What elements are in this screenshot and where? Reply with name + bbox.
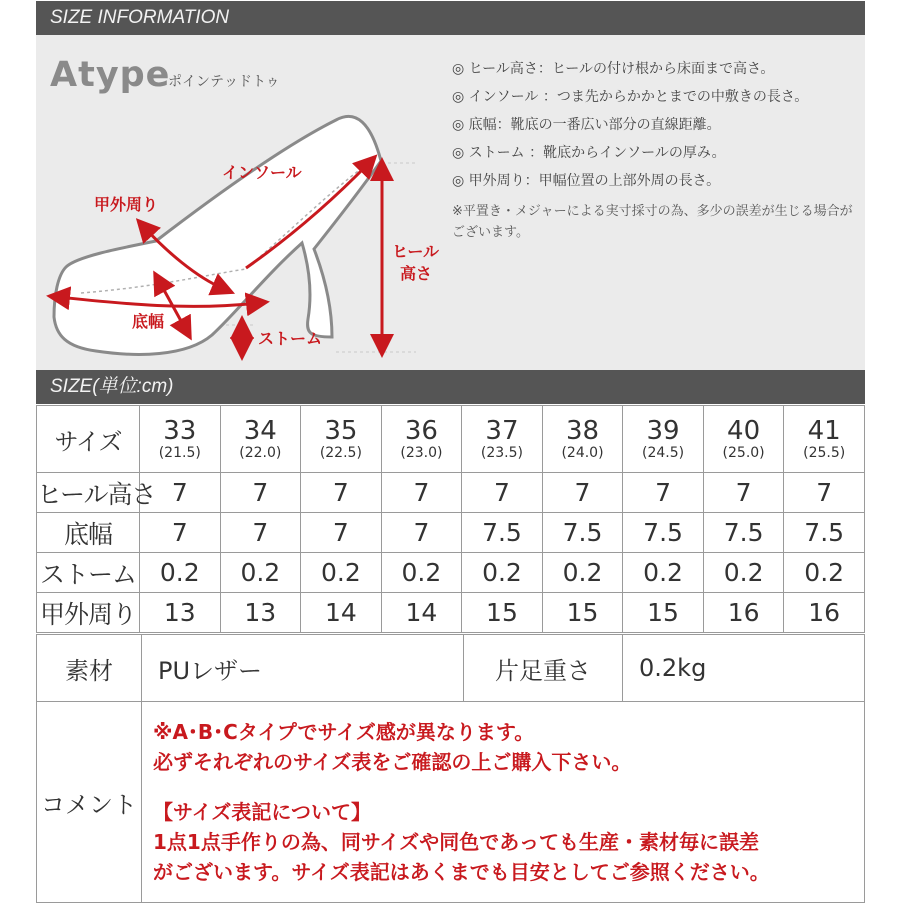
value-cell: 7 — [140, 473, 221, 513]
value-cell: 14 — [301, 593, 382, 633]
size-row — [37, 406, 865, 473]
material-row — [37, 635, 865, 702]
value-cell: 7.5 — [542, 513, 623, 553]
size-cell: 39 (24.5) — [623, 406, 704, 473]
value-cell: 16 — [784, 593, 865, 633]
row-label-heel-height: ヒール高さ — [37, 473, 140, 513]
value-cell: 7 — [381, 513, 462, 553]
value-cell: 0.2 — [301, 553, 382, 593]
material-value: PUレザー — [142, 635, 464, 702]
size-info-panel — [36, 35, 865, 370]
note-sole-width: ◎ 底幅：靴底の一番広い部分の直線距離。 — [452, 117, 721, 133]
value-cell: 7.5 — [703, 513, 784, 553]
label-heel-height-1: ヒール — [392, 242, 440, 261]
value-cell: 7 — [381, 473, 462, 513]
size-cell: 40 (25.0) — [703, 406, 784, 473]
value-cell: 15 — [542, 593, 623, 633]
value-cell: 0.2 — [381, 553, 462, 593]
material-label: 素材 — [37, 635, 142, 702]
value-cell: 14 — [381, 593, 462, 633]
value-cell: 0.2 — [784, 553, 865, 593]
label-heel-height-2: 高さ — [400, 264, 433, 283]
size-cell: 36 (23.0) — [381, 406, 462, 473]
size-table — [36, 405, 865, 633]
size-cell: 37 (23.5) — [462, 406, 543, 473]
instep-row — [37, 593, 865, 633]
sole-width-row — [37, 513, 865, 553]
value-cell: 0.2 — [462, 553, 543, 593]
measurement-notes — [452, 57, 862, 243]
value-cell: 15 — [462, 593, 543, 633]
shoe-diagram — [36, 35, 446, 370]
note-instep: ◎ 甲外周り：甲幅位置の上部外周の長さ。 — [452, 173, 721, 189]
size-cell: 34 (22.0) — [220, 406, 301, 473]
size-header: SIZE(単位:cm) — [36, 370, 865, 404]
value-cell: 0.2 — [542, 553, 623, 593]
row-label-size: サイズ — [37, 406, 140, 473]
comment-line: 必ずそれぞれのサイズ表をご確認の上ご購入下さい。 — [153, 750, 632, 774]
value-cell: 7.5 — [623, 513, 704, 553]
size-cell: 38 (24.0) — [542, 406, 623, 473]
row-label-instep: 甲外周り — [37, 593, 140, 633]
value-cell: 7 — [140, 513, 221, 553]
value-cell: 7.5 — [462, 513, 543, 553]
value-cell: 13 — [220, 593, 301, 633]
comment-line: がございます。サイズ表記はあくまでも目安としてご参照ください。 — [153, 860, 770, 884]
value-cell: 0.2 — [140, 553, 221, 593]
comment-line: ※A･B･Cタイプでサイズ感が異なります。 — [153, 720, 535, 744]
value-cell: 7 — [542, 473, 623, 513]
value-cell: 0.2 — [623, 553, 704, 593]
value-cell: 7.5 — [784, 513, 865, 553]
value-cell: 13 — [140, 593, 221, 633]
heel-height-row — [37, 473, 865, 513]
shoe-outline — [54, 116, 381, 354]
value-cell: 7 — [703, 473, 784, 513]
disclaimer: ※平置き・メジャーによる実寸採寸の為、多少の誤差が生じる場合がございます。 — [452, 204, 853, 240]
size-cell: 35 (22.5) — [301, 406, 382, 473]
value-cell: 7 — [220, 513, 301, 553]
size-information-header: SIZE INFORMATION — [36, 1, 865, 35]
label-instep: 甲外周り — [94, 195, 159, 214]
brand-name: ポインテッドトゥ — [168, 74, 280, 90]
label-sole-width: 底幅 — [132, 312, 165, 331]
value-cell: 7 — [784, 473, 865, 513]
label-insole: インソール — [222, 163, 302, 182]
comment-line: 1点1点手作りの為、同サイズや同色であっても生産・素材毎に誤差 — [153, 830, 760, 854]
value-cell: 7 — [301, 473, 382, 513]
comment-label: コメント — [37, 702, 142, 903]
label-stome: ストーム — [258, 329, 323, 348]
row-label-stome: ストーム — [37, 553, 140, 593]
spec-table — [36, 634, 865, 903]
weight-label: 片足重さ — [464, 635, 623, 702]
size-cell: 41 (25.5) — [784, 406, 865, 473]
value-cell: 7 — [462, 473, 543, 513]
value-cell: 7 — [220, 473, 301, 513]
value-cell: 15 — [623, 593, 704, 633]
note-heel-height: ◎ ヒール高さ：ヒールの付け根から床面まで高さ。 — [452, 61, 775, 77]
value-cell: 16 — [703, 593, 784, 633]
comment-line: 【サイズ表記について】 — [153, 800, 371, 824]
weight-value: 0.2kg — [623, 635, 865, 702]
stome-row — [37, 553, 865, 593]
value-cell: 0.2 — [220, 553, 301, 593]
value-cell: 7 — [301, 513, 382, 553]
comment-row — [37, 702, 865, 903]
comment-body — [142, 702, 865, 903]
value-cell: 0.2 — [703, 553, 784, 593]
brand-type: Atype — [50, 55, 171, 95]
value-cell: 7 — [623, 473, 704, 513]
note-insole: ◎ インソール ：つま先からかかとまでの中敷きの長さ。 — [452, 89, 809, 105]
note-stome: ◎ ストーム ：靴底からインソールの厚み。 — [452, 145, 726, 161]
size-cell: 33 (21.5) — [140, 406, 221, 473]
row-label-sole-width: 底幅 — [37, 513, 140, 553]
